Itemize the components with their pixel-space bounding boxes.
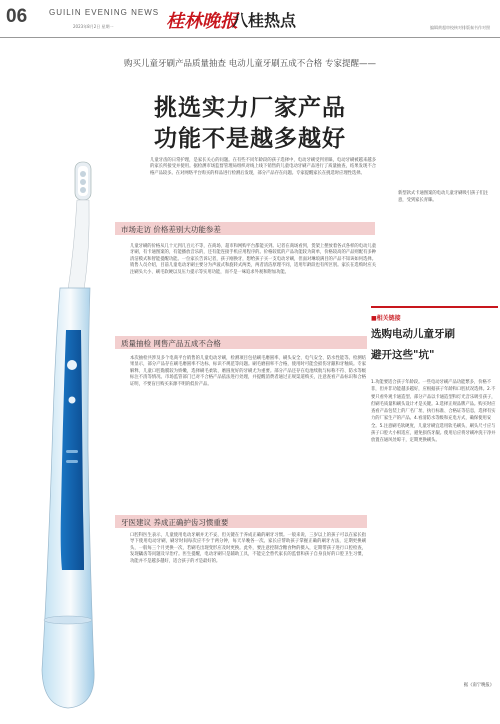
toothbrush-illustration — [8, 150, 118, 716]
sidebar-title-2: 避开这些"坑" — [371, 349, 435, 361]
paper-name: GUILIN EVENING NEWS — [49, 8, 160, 17]
section-title-1: 市场走访 价格差别大功能参差 — [121, 225, 221, 234]
photo-caption: 新型款式卡通图案的电动儿童牙刷吸引孩子们注意，受到家长青睐。 — [398, 191, 489, 203]
paper-logo: 桂林晚报 — [166, 11, 238, 32]
section-banner-1 — [115, 222, 375, 235]
headline-line-1: 挑选实力厂家产品 — [154, 95, 346, 121]
section-banner-3 — [115, 515, 367, 528]
related-sidebar — [371, 306, 498, 688]
section-title: 八桂热点 — [232, 11, 297, 30]
editor-note: 编辑黄超审校核对排版秦书作对照 — [430, 25, 490, 30]
headline-line-2: 功能不是越多越好 — [154, 126, 346, 152]
section-title-3: 牙医建议 养成正确护齿习惯重要 — [121, 518, 229, 527]
page-header — [0, 0, 500, 38]
sidebar-title-1: 选购电动儿童牙刷 — [371, 328, 455, 340]
section-3-text: 口腔科医生表示，儿童使用电动牙刷并无不妥，但关键在于养成正确的刷牙习惯。一般来说，三岁以上的孩子可以在家长指导下使用电动牙刷，刷牙时间每次应不少于两分钟，每天早晚各一次。家长应帮助孩子掌握正确的刷牙方法，定期更换刷头，一般每三个月更换一次，若刷毛出现变形应及时更换。此外，要注意控制含糖食物的摄入，定期带孩子进行口腔检查，发现龋齿等问题及早治疗。医生提醒，电动牙刷只是辅助工具，不能完全替代家长的监督和孩子自身良好的口腔卫生习惯，功能并不是越多越好，适合孩子的才是最好的。 — [130, 533, 366, 564]
page-number: 06 — [6, 6, 28, 27]
section-title-2: 质量抽检 网售产品五成不合格 — [121, 339, 221, 348]
article-intro: 儿童牙齿的日常护理，是家长关心的问题。在有些不同年龄段的孩子选择中，电动牙刷受到青睐，电动牙刷被越来越多的家长所接受并使用。据检测市场监督管理局组织对线上线下销售的儿童电动牙刷产品进行了质量抽查，结果发现不合格产品较多。在对网络平台购买的样品进行检测后发现，部分产品存在问题。专家提醒家长在挑选时应理性选择。 — [150, 158, 376, 176]
sidebar-tag: ■相关链接 — [371, 315, 401, 322]
sidebar-text: 1.功能要适合孩子年龄段。一些电动牙刷产品功能繁多，价格不菲，但并非功能越多越好，应根据孩子年龄和口腔状况选择。2.不要只看外观卡通造型。部分产品以卡通造型和灯光音乐吸引孩子，但刷毛质量和刷头设计才是关键。3.选择正规品牌产品。购买时应查看产品包装上的厂名厂址、执行标准、合格证等信息，选择有实力的厂家生产的产品。4.看清防水等级和充电方式，确保使用安全。5.注意刷毛软硬度，儿童牙刷宜选用软毛刷头，刷头尺寸应与孩子口腔大小相适应，避免损伤牙龈。使用后应将牙刷冲洗干净并放置在通风处晾干，定期更换刷头。 — [371, 380, 496, 444]
section-banner-2 — [115, 336, 367, 349]
article-kicker: 购买儿童牙刷产品质量抽查 电动儿童牙刷五成不合格 专家提醒—— — [124, 59, 376, 69]
section-2-text: 本次抽检共涉及多个电商平台销售的儿童电动牙刷，检测项目包括刷毛磨圆率、刷头安全、电气安全、防水性能等。检测结果显示，部分产品存在刷毛磨圆率不达标、标识不规范等问题。刷毛磨圆率不合格，使用时可能会损伤牙龈和牙釉质。专家解释，儿童口腔黏膜较为娇嫩，选择刷毛柔软、磨圆度好的牙刷尤为重要。部分产品还存在电池续航与标称不符、防水等级标注不清等情况。市场监管部门已对不合格产品依法进行处理，并提醒消费者通过正规渠道购买，注意查看产品标识和合格证明，不要盲目购买来源不明的低价产品。 — [130, 356, 366, 387]
issue-date: 2023年8月2日 星期一 — [73, 24, 114, 29]
section-1-text: 儿童牙刷的价格从几十元到几百元不等，在商场、超市和网购平台都能买到。记者在商场看到，货架上摆放着各式各样的电动儿童牙刷，有卡通图案的，有能播放音乐的，还有能连接手机应用程序的。价格较低的产品功能较为简单，价格较高的产品则配有多种清洁模式和智能提醒功能。一位家长告诉记者，孩子刚换牙，想给孩子买一支电动牙刷，但面对琳琅满目的产品不知该如何选择。销售人员介绍，目前儿童电动牙刷主要分为声波式和旋转式两类，两者清洁原理不同，适用年龄段也有所区别。家长在选购时应关注刷头大小、刷毛软硬以及压力提示等实用功能，而不是一味追求外观和附加功能。 — [130, 244, 376, 275]
sidebar-byline: 据《南宁晚报》 — [463, 683, 494, 688]
